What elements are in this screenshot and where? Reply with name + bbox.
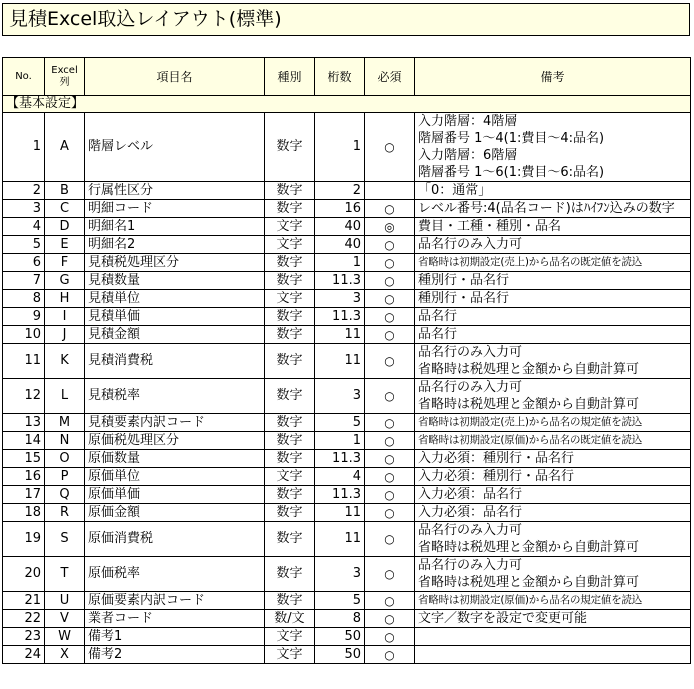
row-notes	[415, 522, 691, 557]
row-type: 数字	[265, 113, 315, 182]
row-excel-col: J	[45, 326, 85, 344]
table-row	[3, 486, 691, 504]
row-excel-col: R	[45, 504, 85, 522]
row-notes	[415, 450, 691, 468]
row-item-name: 備考2	[85, 646, 265, 664]
row-digits: 50	[315, 628, 365, 646]
row-required: ○	[365, 504, 415, 522]
row-digits: 16	[315, 200, 365, 218]
row-note-line: 品名行	[418, 309, 458, 324]
row-no: 8	[3, 290, 45, 308]
table-row	[3, 290, 691, 308]
row-item-name: 見積単価	[85, 308, 265, 326]
table-row	[3, 113, 691, 182]
header-excel-col	[45, 58, 85, 96]
row-notes	[415, 592, 691, 610]
table-row	[3, 557, 691, 592]
table-row	[3, 592, 691, 610]
row-excel-col: V	[45, 610, 85, 628]
row-type: 文字	[265, 218, 315, 236]
row-item-name: 原価税処理区分	[85, 432, 265, 450]
row-excel-col: E	[45, 236, 85, 254]
row-no: 9	[3, 308, 45, 326]
row-required: ○	[365, 326, 415, 344]
row-digits: 3	[315, 290, 365, 308]
row-type: 数字	[265, 182, 315, 200]
row-note-line: 品名行のみ入力可	[418, 345, 523, 360]
row-item-name: 原価要素内訳コード	[85, 592, 265, 610]
row-notes	[415, 414, 691, 432]
row-excel-col: M	[45, 414, 85, 432]
row-required: ○	[365, 450, 415, 468]
table-row	[3, 344, 691, 379]
row-excel-col: K	[45, 344, 85, 379]
table-row	[3, 326, 691, 344]
table-row	[3, 236, 691, 254]
row-excel-col: G	[45, 272, 85, 290]
row-notes	[415, 504, 691, 522]
row-note-line: 品名行のみ入力可	[418, 237, 523, 252]
row-item-name: 見積消費税	[85, 344, 265, 379]
row-required: ○	[365, 522, 415, 557]
row-type: 文字	[265, 628, 315, 646]
page-title: 見積Excel取込レイアウト(標準)	[2, 3, 690, 36]
row-type: 文字	[265, 290, 315, 308]
header-name: 項目名	[85, 58, 265, 96]
row-no: 14	[3, 432, 45, 450]
row-digits: 11	[315, 504, 365, 522]
row-no: 5	[3, 236, 45, 254]
row-no: 22	[3, 610, 45, 628]
header-excel-col-line2: 列	[59, 76, 70, 88]
table-row	[3, 308, 691, 326]
row-digits: 40	[315, 236, 365, 254]
row-required	[365, 182, 415, 200]
row-note-line: 費目・工種・種別・品名	[418, 219, 562, 234]
row-digits: 3	[315, 557, 365, 592]
row-note-line: 文字／数字を設定で変更可能	[418, 611, 588, 626]
table-row	[3, 218, 691, 236]
table-row	[3, 628, 691, 646]
row-item-name: 見積税率	[85, 379, 265, 414]
row-type: 数字	[265, 414, 315, 432]
row-type: 数字	[265, 486, 315, 504]
row-digits: 11.3	[315, 272, 365, 290]
row-type: 数字	[265, 557, 315, 592]
row-excel-col: U	[45, 592, 85, 610]
row-note-line: 入力必須：種別行・品名行	[418, 469, 575, 484]
row-note-line: レベル番号:4(品名コード)はﾊｲﾌﾝ込みの数字	[418, 201, 675, 216]
row-no: 4	[3, 218, 45, 236]
table-row	[3, 646, 691, 664]
row-item-name: 見積金額	[85, 326, 265, 344]
row-note-line: 種別行・品名行	[418, 291, 510, 306]
row-note-line: 入力必須：種別行・品名行	[418, 451, 575, 466]
row-notes	[415, 182, 691, 200]
row-excel-col: N	[45, 432, 85, 450]
row-type: 数字	[265, 200, 315, 218]
table-row	[3, 379, 691, 414]
row-excel-col: P	[45, 468, 85, 486]
row-no: 11	[3, 344, 45, 379]
row-notes	[415, 468, 691, 486]
row-required: ○	[365, 468, 415, 486]
row-excel-col: I	[45, 308, 85, 326]
row-no: 17	[3, 486, 45, 504]
row-type: 数字	[265, 379, 315, 414]
row-required: ○	[365, 272, 415, 290]
row-digits: 11.3	[315, 308, 365, 326]
row-item-name: 原価単位	[85, 468, 265, 486]
header-required: 必須	[365, 58, 415, 96]
table-row	[3, 272, 691, 290]
row-note-line: 品名行	[418, 327, 458, 342]
row-required: ○	[365, 254, 415, 272]
row-notes	[415, 610, 691, 628]
row-no: 15	[3, 450, 45, 468]
table-row	[3, 200, 691, 218]
row-note-line: 省略時は初期設定(原価)から品名の規定値を読込	[418, 594, 643, 606]
row-note-line: 省略時は税処理と金額から自動計算可	[418, 540, 640, 555]
row-type: 数字	[265, 344, 315, 379]
row-no: 13	[3, 414, 45, 432]
row-type: 数字	[265, 504, 315, 522]
row-no: 20	[3, 557, 45, 592]
row-digits: 11	[315, 344, 365, 379]
row-excel-col: D	[45, 218, 85, 236]
header-notes: 備考	[415, 58, 691, 96]
row-item-name: 明細名1	[85, 218, 265, 236]
row-required: ○	[365, 236, 415, 254]
row-digits: 11.3	[315, 486, 365, 504]
table-row	[3, 522, 691, 557]
row-no: 7	[3, 272, 45, 290]
row-item-name: 見積税処理区分	[85, 254, 265, 272]
row-notes	[415, 236, 691, 254]
row-type: 文字	[265, 236, 315, 254]
header-row	[3, 58, 691, 96]
row-required: ○	[365, 414, 415, 432]
row-type: 数字	[265, 522, 315, 557]
row-notes	[415, 646, 691, 664]
row-digits: 11.3	[315, 450, 365, 468]
table-row	[3, 182, 691, 200]
row-notes	[415, 557, 691, 592]
row-digits: 11	[315, 326, 365, 344]
row-note-line: 階層番号 1～4(1:費目～4:品名)	[418, 131, 605, 146]
row-required: ○	[365, 308, 415, 326]
row-digits: 40	[315, 218, 365, 236]
row-required: ○	[365, 113, 415, 182]
table-row	[3, 504, 691, 522]
row-type: 数字	[265, 592, 315, 610]
row-excel-col: T	[45, 557, 85, 592]
row-notes	[415, 272, 691, 290]
row-no: 1	[3, 113, 45, 182]
row-item-name: 行属性区分	[85, 182, 265, 200]
row-type: 文字	[265, 646, 315, 664]
row-required: ○	[365, 379, 415, 414]
row-note-line: 省略時は初期設定(売上)から品名の規定値を読込	[418, 416, 643, 428]
row-note-line: 入力階層：6階層	[418, 148, 518, 163]
row-no: 18	[3, 504, 45, 522]
row-excel-col: O	[45, 450, 85, 468]
row-excel-col: L	[45, 379, 85, 414]
header-digits: 桁数	[315, 58, 365, 96]
row-notes	[415, 290, 691, 308]
row-digits: 11	[315, 522, 365, 557]
row-note-line: 入力必須：品名行	[418, 505, 523, 520]
table-row	[3, 450, 691, 468]
row-no: 24	[3, 646, 45, 664]
row-digits: 3	[315, 379, 365, 414]
row-required: ○	[365, 344, 415, 379]
row-excel-col: C	[45, 200, 85, 218]
row-note-line: 品名行のみ入力可	[418, 523, 523, 538]
row-notes	[415, 200, 691, 218]
row-digits: 1	[315, 254, 365, 272]
row-excel-col: S	[45, 522, 85, 557]
row-notes	[415, 113, 691, 182]
row-no: 2	[3, 182, 45, 200]
row-item-name: 原価税率	[85, 557, 265, 592]
row-type: 数字	[265, 272, 315, 290]
row-notes	[415, 308, 691, 326]
row-no: 21	[3, 592, 45, 610]
table-row	[3, 432, 691, 450]
row-item-name: 見積要素内訳コード	[85, 414, 265, 432]
row-notes	[415, 379, 691, 414]
row-no: 3	[3, 200, 45, 218]
row-digits: 1	[315, 113, 365, 182]
row-excel-col: F	[45, 254, 85, 272]
section-label: 【基本設定】	[3, 96, 691, 113]
row-item-name: 備考1	[85, 628, 265, 646]
row-type: 数/文	[265, 610, 315, 628]
row-excel-col: W	[45, 628, 85, 646]
row-digits: 8	[315, 610, 365, 628]
row-no: 10	[3, 326, 45, 344]
row-type: 文字	[265, 468, 315, 486]
row-excel-col: X	[45, 646, 85, 664]
row-item-name: 原価消費税	[85, 522, 265, 557]
header-excel-col-line1: Excel	[51, 64, 78, 76]
row-digits: 1	[315, 432, 365, 450]
row-required: ○	[365, 610, 415, 628]
layout-table	[2, 57, 691, 664]
row-required: ○	[365, 557, 415, 592]
row-type: 数字	[265, 432, 315, 450]
row-note-line: 省略時は初期設定(売上)から品名の既定値を読込	[418, 256, 643, 268]
row-note-line: 省略時は税処理と金額から自動計算可	[418, 397, 640, 412]
row-note-line: 入力必須：品名行	[418, 487, 523, 502]
row-required: ○	[365, 432, 415, 450]
row-type: 数字	[265, 326, 315, 344]
row-item-name: 業者コード	[85, 610, 265, 628]
row-digits: 4	[315, 468, 365, 486]
row-notes	[415, 218, 691, 236]
row-item-name: 明細コード	[85, 200, 265, 218]
header-type: 種別	[265, 58, 315, 96]
row-notes	[415, 432, 691, 450]
row-no: 23	[3, 628, 45, 646]
row-note-line: 省略時は税処理と金額から自動計算可	[418, 362, 640, 377]
row-note-line: 品名行のみ入力可	[418, 380, 523, 395]
row-item-name: 原価数量	[85, 450, 265, 468]
row-no: 12	[3, 379, 45, 414]
row-notes	[415, 344, 691, 379]
row-no: 16	[3, 468, 45, 486]
row-required: ○	[365, 200, 415, 218]
row-notes	[415, 254, 691, 272]
row-excel-col: A	[45, 113, 85, 182]
row-digits: 2	[315, 182, 365, 200]
row-note-line: 階層番号 1～6(1:費目～6:品名)	[418, 165, 605, 180]
row-digits: 5	[315, 414, 365, 432]
row-required: ○	[365, 646, 415, 664]
row-item-name: 原価単価	[85, 486, 265, 504]
row-notes	[415, 486, 691, 504]
row-excel-col: B	[45, 182, 85, 200]
row-item-name: 階層レベル	[85, 113, 265, 182]
row-type: 数字	[265, 308, 315, 326]
row-required: ◎	[365, 218, 415, 236]
row-no: 6	[3, 254, 45, 272]
table-row	[3, 254, 691, 272]
header-no: No.	[3, 58, 45, 96]
row-notes	[415, 628, 691, 646]
row-item-name: 見積数量	[85, 272, 265, 290]
row-note-line: 入力階層：4階層	[418, 114, 518, 129]
row-type: 数字	[265, 254, 315, 272]
row-note-line: 品名行のみ入力可	[418, 558, 523, 573]
row-excel-col: Q	[45, 486, 85, 504]
row-note-line: 省略時は税処理と金額から自動計算可	[418, 575, 640, 590]
row-required: ○	[365, 486, 415, 504]
row-no: 19	[3, 522, 45, 557]
row-item-name: 明細名2	[85, 236, 265, 254]
row-item-name: 見積単位	[85, 290, 265, 308]
row-note-line: 省略時は初期設定(原価)から品名の既定値を読込	[418, 434, 643, 446]
row-digits: 50	[315, 646, 365, 664]
row-note-line: 種別行・品名行	[418, 273, 510, 288]
table-row	[3, 468, 691, 486]
table-row	[3, 414, 691, 432]
row-required: ○	[365, 290, 415, 308]
row-required: ○	[365, 628, 415, 646]
row-required: ○	[365, 592, 415, 610]
row-excel-col: H	[45, 290, 85, 308]
row-item-name: 原価金額	[85, 504, 265, 522]
row-note-line: 「0：通常」	[418, 183, 492, 198]
table-row	[3, 610, 691, 628]
row-type: 数字	[265, 450, 315, 468]
row-notes	[415, 326, 691, 344]
row-digits: 5	[315, 592, 365, 610]
section-row	[3, 96, 691, 113]
